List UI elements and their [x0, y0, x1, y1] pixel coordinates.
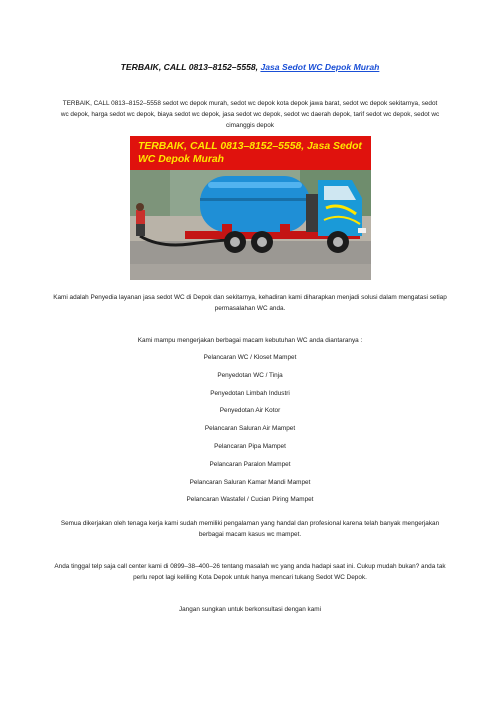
capabilities-intro: Kami mampu mengerjakan berbagai macam kebutuhan WC anda diantaranya : — [137, 337, 363, 344]
services-list — [100, 352, 400, 512]
team-paragraph: Semua dikerjakan oleh tenaga kerja kami sudah memiliki pengalaman yang handal dan profesional karena telah banyak mengerjakan berbagai macam kasus wc mampet. — [60, 520, 440, 538]
page-title — [20, 62, 480, 72]
service-item: Pelancaran Wastafel / Cucian Piring Mampet — [186, 496, 314, 504]
hero-banner: TERBAIK, CALL 0813–8152–5558, Jasa Sedot WC Depok Murah — [130, 136, 371, 170]
title-link[interactable]: Jasa Sedot WC Depok Murah — [260, 62, 380, 72]
closing-paragraph: Jangan sungkan untuk berkonsultasi dengan kami — [178, 606, 322, 613]
call-center-paragraph: Anda tinggal telp saja call center kami di 0899–38–400–26 tentang masalah wc yang anda hadapi saat ini. Cukup mudah bukan? anda tak perlu repot lagi keliling Kota Depok untuk hanya mencari tukang Sedot WC Depok. — [54, 563, 446, 581]
service-item: Pelancaran Saluran Kamar Mandi Mampet — [189, 478, 311, 486]
service-item: Pelancaran Paralon Mampet — [209, 460, 291, 468]
service-item: Penyedotan Limbah Industri — [210, 389, 290, 397]
service-item: Penyedotan WC / Tinja — [217, 371, 283, 379]
service-item: Pelancaran WC / Kloset Mampet — [203, 354, 297, 361]
about-paragraph: Kami adalah Penyedia layanan jasa sedot WC di Depok dan sekitarnya, kehadiran kami diharapkan menjadi solusi dalam mengatasi setiap permasalahan WC anda. — [53, 294, 447, 312]
service-item: Penyedotan Air Kotor — [219, 407, 281, 415]
service-item: Pelancaran Pipa Mampet — [214, 442, 286, 450]
service-item: Pelancaran Saluran Air Mampet — [204, 425, 296, 433]
intro-paragraph: TERBAIK, CALL 0813–8152–5558 sedot wc depok murah, sedot wc depok kota depok jawa barat, sedot wc depok sekitarnya, sedot wc depok, harga sedot wc depok, biaya sedot wc depok, jasa sedot wc depok, sedot wc daerah depok, tarif sedot wc depok, sedot wc cimanggis depok — [60, 100, 440, 129]
title-prefix: TERBAIK, CALL 0813–8152–5558, — [120, 62, 261, 72]
